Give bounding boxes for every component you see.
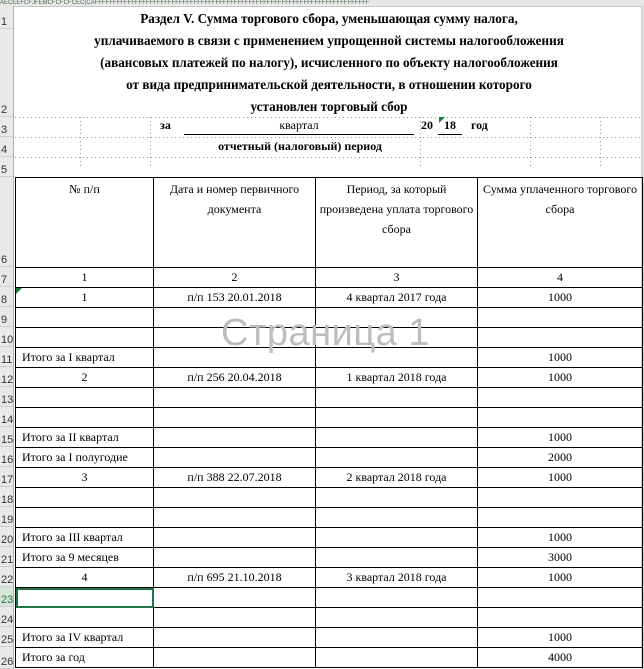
table-cell[interactable] xyxy=(154,428,316,448)
table-cell[interactable] xyxy=(154,528,316,548)
row-header-label: 2 xyxy=(1,104,8,116)
table-row xyxy=(16,508,643,528)
table-cell[interactable]: 1000 xyxy=(478,468,643,488)
table-cell[interactable]: 2 квартал 2018 года xyxy=(316,468,478,488)
table-cell[interactable]: 1 квартал 2018 года xyxy=(316,368,478,388)
gridline xyxy=(530,117,531,167)
row-header-label: 19 xyxy=(1,514,14,526)
table-cell[interactable]: 4 квартал 2017 года xyxy=(316,288,478,308)
row-header-label: 13 xyxy=(1,394,14,406)
table-cell[interactable] xyxy=(154,388,316,408)
table-cell[interactable]: 1000 xyxy=(478,368,643,388)
row-header-label: 17 xyxy=(1,474,14,486)
period-caption: отчетный (налоговый) период xyxy=(218,139,382,153)
table-cell[interactable] xyxy=(154,628,316,648)
table-cell[interactable] xyxy=(316,488,478,508)
table-cell[interactable]: 1 xyxy=(16,288,154,308)
table-cell[interactable]: 3 квартал 2018 года xyxy=(316,568,478,588)
title-line: установлен торговый сбор xyxy=(250,99,408,114)
table-row xyxy=(16,408,643,428)
table-cell[interactable] xyxy=(154,508,316,528)
table-cell[interactable] xyxy=(316,628,478,648)
title-line: Раздел V. Сумма торгового сбора, уменьшающая сумму налога, xyxy=(140,11,518,26)
table-cell[interactable] xyxy=(154,608,316,628)
table-cell[interactable] xyxy=(478,308,643,328)
table-cell[interactable]: 1000 xyxy=(478,528,643,548)
table-cell[interactable] xyxy=(16,408,154,428)
row-header-label: 7 xyxy=(1,274,8,286)
row-header-label: 25 xyxy=(1,634,14,646)
gridline xyxy=(600,117,601,167)
row-header[interactable] xyxy=(0,607,14,627)
period-za-label: за xyxy=(160,118,171,132)
row-header-label: 24 xyxy=(1,614,14,626)
table-cell[interactable]: п/п 153 20.01.2018 xyxy=(154,288,316,308)
column-header-strip: AECEEFCFJFEMCFCFCFCEC(CAFFFFFFFFFFFFFFFFFFFFFFFFFFFFFFFFFFFFFFFFFFFFFFFFFFFFFFFFFFFFFFFFFFFFFFFFFFF xyxy=(0,0,644,7)
comment-indicator-icon xyxy=(439,117,445,123)
year-label: год xyxy=(471,118,488,132)
table-cell[interactable] xyxy=(478,488,643,508)
row-header[interactable] xyxy=(0,587,14,607)
row-header[interactable] xyxy=(0,627,14,647)
table-cell[interactable]: Итого за IV квартал xyxy=(16,628,154,648)
row-header-label: 16 xyxy=(1,454,14,466)
row-header[interactable] xyxy=(0,467,14,487)
gridline xyxy=(15,137,642,138)
table-row xyxy=(16,568,643,588)
gridline xyxy=(80,117,81,167)
row-header[interactable] xyxy=(0,347,14,367)
row-header[interactable] xyxy=(0,157,14,177)
row-header-label: 23 xyxy=(1,594,14,606)
gridline xyxy=(15,157,642,158)
table-cell[interactable]: 1000 xyxy=(478,288,643,308)
row-header-label: 3 xyxy=(1,124,8,136)
table-cell[interactable] xyxy=(16,508,154,528)
row-header[interactable] xyxy=(0,547,14,567)
header-cell-amount[interactable]: Сумма уплаченного торгового сбора xyxy=(478,178,643,268)
row-header-label: 26 xyxy=(1,656,14,668)
row-header[interactable] xyxy=(0,507,14,527)
row-header[interactable] xyxy=(0,567,14,587)
table-row xyxy=(16,328,643,348)
table-cell[interactable] xyxy=(316,588,478,608)
row-header[interactable] xyxy=(0,487,14,507)
table-cell[interactable]: 4000 xyxy=(478,648,643,668)
table-cell[interactable] xyxy=(478,408,643,428)
row-header[interactable] xyxy=(0,647,14,669)
comment-indicator-icon xyxy=(16,288,22,294)
table-cell[interactable] xyxy=(154,648,316,668)
table-cell[interactable] xyxy=(316,328,478,348)
table-cell[interactable] xyxy=(316,408,478,428)
table-row xyxy=(16,388,643,408)
table-cell[interactable]: Итого за I полугодие xyxy=(16,448,154,468)
table-cell[interactable] xyxy=(478,508,643,528)
title-line: от вида предпринимательской деятельности, в отношении которого xyxy=(126,77,532,92)
table-cell[interactable] xyxy=(16,588,154,608)
table-cell[interactable]: 1000 xyxy=(478,428,643,448)
table-row xyxy=(16,548,643,568)
table-cell[interactable] xyxy=(16,308,154,328)
row-header[interactable] xyxy=(0,287,14,307)
row-header[interactable] xyxy=(0,29,14,117)
row-header-label: 10 xyxy=(1,334,14,346)
quarter-field[interactable]: квартал xyxy=(184,118,414,135)
table-cell[interactable] xyxy=(16,488,154,508)
row-header-label: 15 xyxy=(1,434,14,446)
column-number-cell[interactable]: 2 xyxy=(154,268,316,288)
table-row xyxy=(16,288,643,308)
table-cell[interactable] xyxy=(16,388,154,408)
section-title xyxy=(16,8,642,116)
table-cell[interactable]: п/п 695 21.10.2018 xyxy=(154,568,316,588)
table-cell[interactable]: 1000 xyxy=(478,628,643,648)
table-row xyxy=(16,448,643,468)
header-cell-period[interactable]: Период, за который произведена уплата торгового сбора xyxy=(316,178,478,268)
row-header-label: 22 xyxy=(1,574,14,586)
table-cell[interactable] xyxy=(316,348,478,368)
row-header[interactable] xyxy=(0,427,14,447)
table-cell[interactable] xyxy=(316,608,478,628)
column-number-cell[interactable]: 3 xyxy=(316,268,478,288)
row-header-label: 18 xyxy=(1,494,14,506)
row-header-label: 21 xyxy=(1,554,14,566)
table-cell[interactable] xyxy=(16,328,154,348)
table-cell[interactable]: п/п 256 20.04.2018 xyxy=(154,368,316,388)
table-cell[interactable] xyxy=(154,548,316,568)
table-cell[interactable] xyxy=(154,588,316,608)
title-line: уплачиваемого в связи с применением упрощенной системы налогообложения xyxy=(94,33,564,48)
table-cell[interactable] xyxy=(316,508,478,528)
table-row xyxy=(16,308,643,328)
table-cell[interactable] xyxy=(154,448,316,468)
table-cell[interactable] xyxy=(316,428,478,448)
row-header[interactable] xyxy=(0,407,14,427)
year-field[interactable]: 18 xyxy=(438,118,462,135)
row-header-label: 14 xyxy=(1,414,14,426)
row-header[interactable] xyxy=(0,327,14,347)
row-header-label: 20 xyxy=(1,534,14,546)
table-cell[interactable] xyxy=(154,408,316,428)
table-cell[interactable]: 2 xyxy=(16,368,154,388)
row-header[interactable] xyxy=(0,137,14,157)
gridline xyxy=(150,117,151,167)
row-header[interactable] xyxy=(0,307,14,327)
table-cell[interactable] xyxy=(154,308,316,328)
table-cell[interactable] xyxy=(478,608,643,628)
title-line: (авансовых платежей по налогу), исчисленного по объекту налогообложения xyxy=(100,55,558,70)
row-header[interactable] xyxy=(0,6,14,29)
row-header-label: 4 xyxy=(1,144,8,156)
row-header[interactable] xyxy=(0,117,14,137)
row-header-label: 8 xyxy=(1,294,8,306)
table-cell[interactable]: п/п 388 22.07.2018 xyxy=(154,468,316,488)
table-row xyxy=(16,488,643,508)
table-cell[interactable] xyxy=(154,348,316,368)
column-number-cell[interactable]: 4 xyxy=(478,268,643,288)
table-row xyxy=(16,368,643,388)
table-cell[interactable] xyxy=(478,388,643,408)
table-cell[interactable] xyxy=(478,328,643,348)
table-cell[interactable] xyxy=(316,548,478,568)
table-row xyxy=(16,628,643,648)
table-cell[interactable] xyxy=(316,388,478,408)
table-row xyxy=(16,428,643,448)
table-cell[interactable] xyxy=(316,528,478,548)
table-cell[interactable]: 2000 xyxy=(478,448,643,468)
row-header[interactable] xyxy=(0,527,14,547)
table-cell[interactable]: Итого за год xyxy=(16,648,154,668)
row-header[interactable] xyxy=(0,447,14,467)
row-header[interactable] xyxy=(0,177,14,267)
row-header-label: 6 xyxy=(1,254,8,266)
page-watermark: Страница 1 xyxy=(221,312,430,354)
table-cell[interactable]: 4 xyxy=(16,568,154,588)
row-header-label: 1 xyxy=(1,16,8,28)
table-cell[interactable] xyxy=(316,448,478,468)
row-header[interactable] xyxy=(0,367,14,387)
table-cell[interactable] xyxy=(478,588,643,608)
table-cell[interactable]: Итого за 9 месяцев xyxy=(16,548,154,568)
table-cell[interactable] xyxy=(154,328,316,348)
row-header[interactable] xyxy=(0,267,14,287)
header-cell-document[interactable]: Дата и номер первичного документа xyxy=(154,178,316,268)
header-cell-number[interactable]: № п/п xyxy=(16,178,154,268)
column-number-cell[interactable]: 1 xyxy=(16,268,154,288)
table-row xyxy=(16,528,643,548)
table-cell[interactable]: Итого за II квартал xyxy=(16,428,154,448)
table-cell[interactable] xyxy=(316,648,478,668)
row-header-label: 12 xyxy=(1,374,14,386)
table-cell[interactable] xyxy=(316,308,478,328)
table-row xyxy=(16,648,643,668)
payments-table xyxy=(15,177,643,668)
row-header-label: 11 xyxy=(1,354,13,366)
table-cell[interactable]: 1000 xyxy=(478,568,643,588)
table-cell[interactable]: 3 xyxy=(16,468,154,488)
table-row xyxy=(16,588,643,608)
row-header-label: 9 xyxy=(1,314,8,326)
table-cell[interactable]: Итого за I квартал xyxy=(16,348,154,368)
table-cell[interactable]: Итого за III квартал xyxy=(16,528,154,548)
table-row xyxy=(16,608,643,628)
row-header-label: 5 xyxy=(1,164,8,176)
table-cell[interactable]: 3000 xyxy=(478,548,643,568)
table-row xyxy=(16,348,643,368)
table-cell[interactable] xyxy=(16,608,154,628)
table-cell[interactable] xyxy=(154,488,316,508)
year-prefix: 20 xyxy=(421,118,433,132)
row-header[interactable] xyxy=(0,387,14,407)
table-cell[interactable]: 1000 xyxy=(478,348,643,368)
table-row xyxy=(16,468,643,488)
